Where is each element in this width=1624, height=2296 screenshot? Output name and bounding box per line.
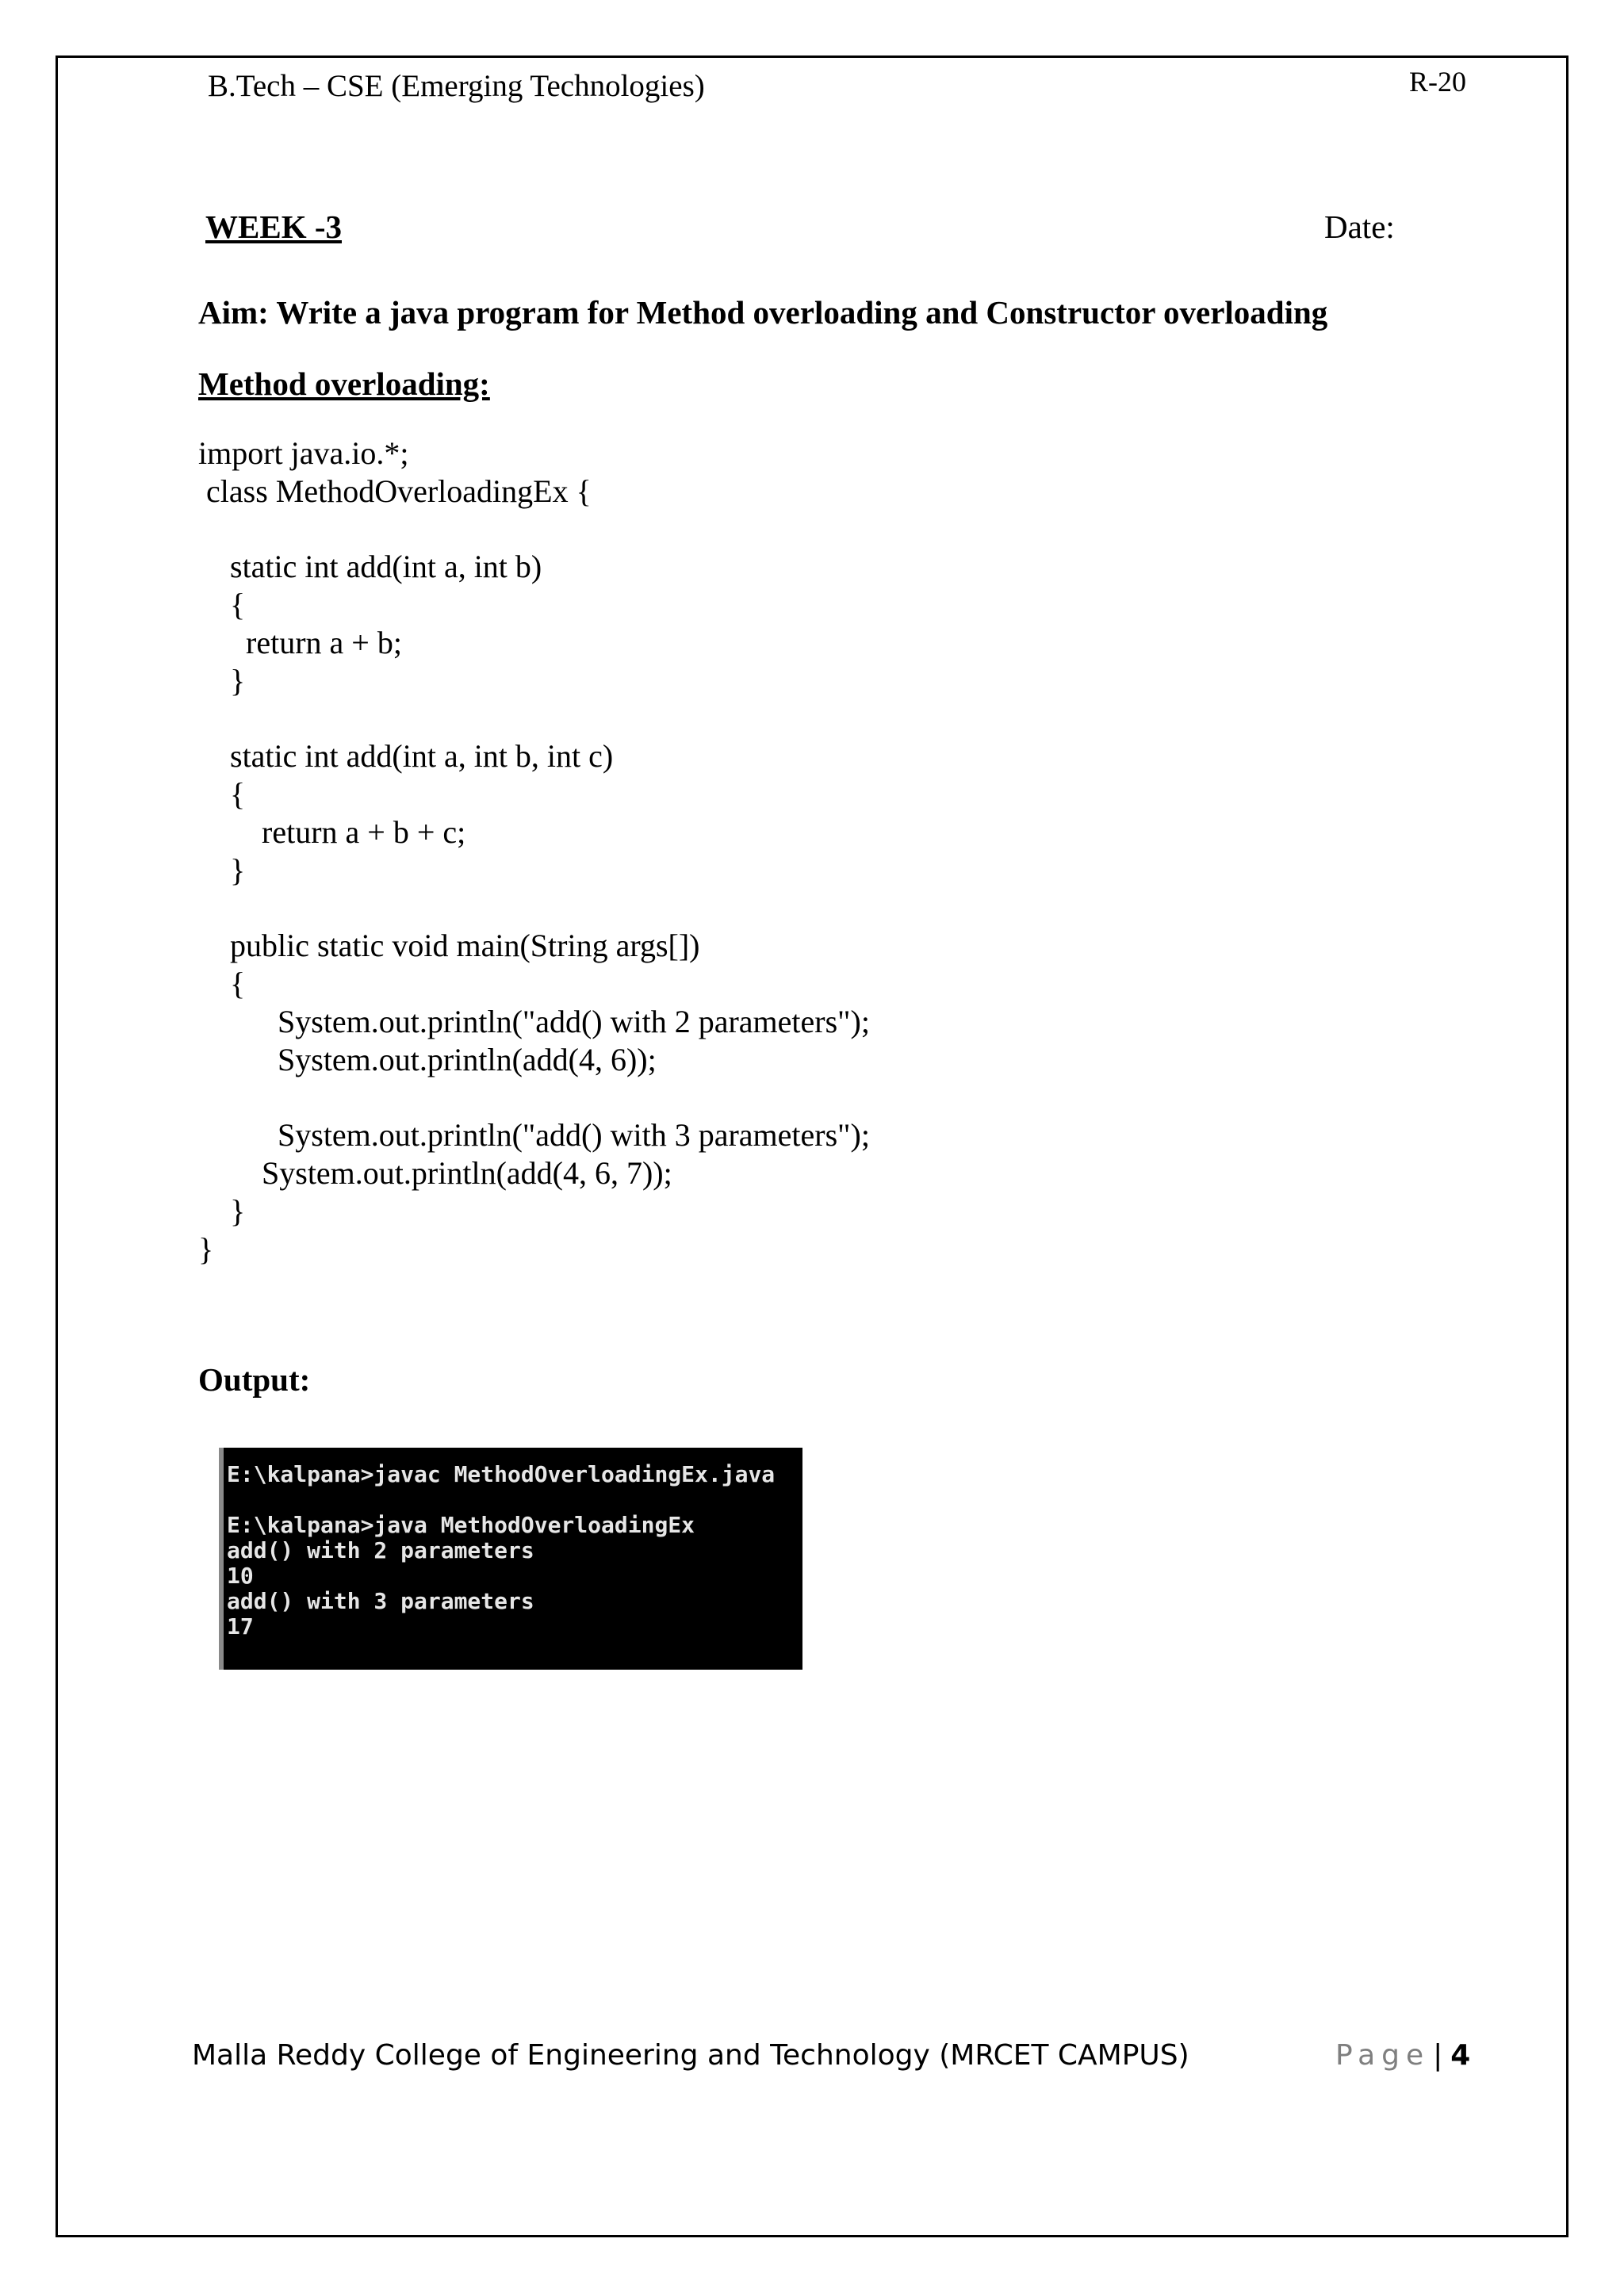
week-title: WEEK -3: [205, 209, 342, 245]
header-regulation: R-20: [1409, 66, 1466, 98]
header-course: B.Tech – CSE (Emerging Technologies): [208, 69, 705, 103]
page-separator: |: [1433, 2039, 1443, 2072]
console-screenshot: [219, 1448, 802, 1670]
output-label: Output:: [198, 1361, 311, 1398]
aim-statement: Aim: Write a java program for Method overloading and Constructor overloading: [198, 294, 1328, 331]
section-title: Method overloading:: [198, 365, 490, 402]
date-label: Date:: [1324, 209, 1395, 245]
footer-institution: Malla Reddy College of Engineering and Technology (MRCET CAMPUS): [192, 2039, 1189, 2072]
page-number: 4: [1450, 2039, 1471, 2072]
footer-page-indicator: [1335, 2039, 1470, 2072]
code-listing: import java.io.*; class MethodOverloadingEx { static int add(int a, int b) { return a + b; } static int add(int a, int b, int c) { return a + b + c; } public static void main(String args[]) { System.out.println("add() with 2 parameters"); System.out.println(add(4, 6)); System.out.println("add() with 3 parameters"); System.out.println(add(4, 6, 7)); } }: [198, 435, 870, 1267]
console-output: E:\kalpana>javac MethodOverloadingEx.java E:\kalpana>java MethodOverloadingEx add() with 2 parameters 10 add() with 3 parameters 17: [227, 1461, 776, 1640]
page-word: Page: [1335, 2039, 1431, 2072]
